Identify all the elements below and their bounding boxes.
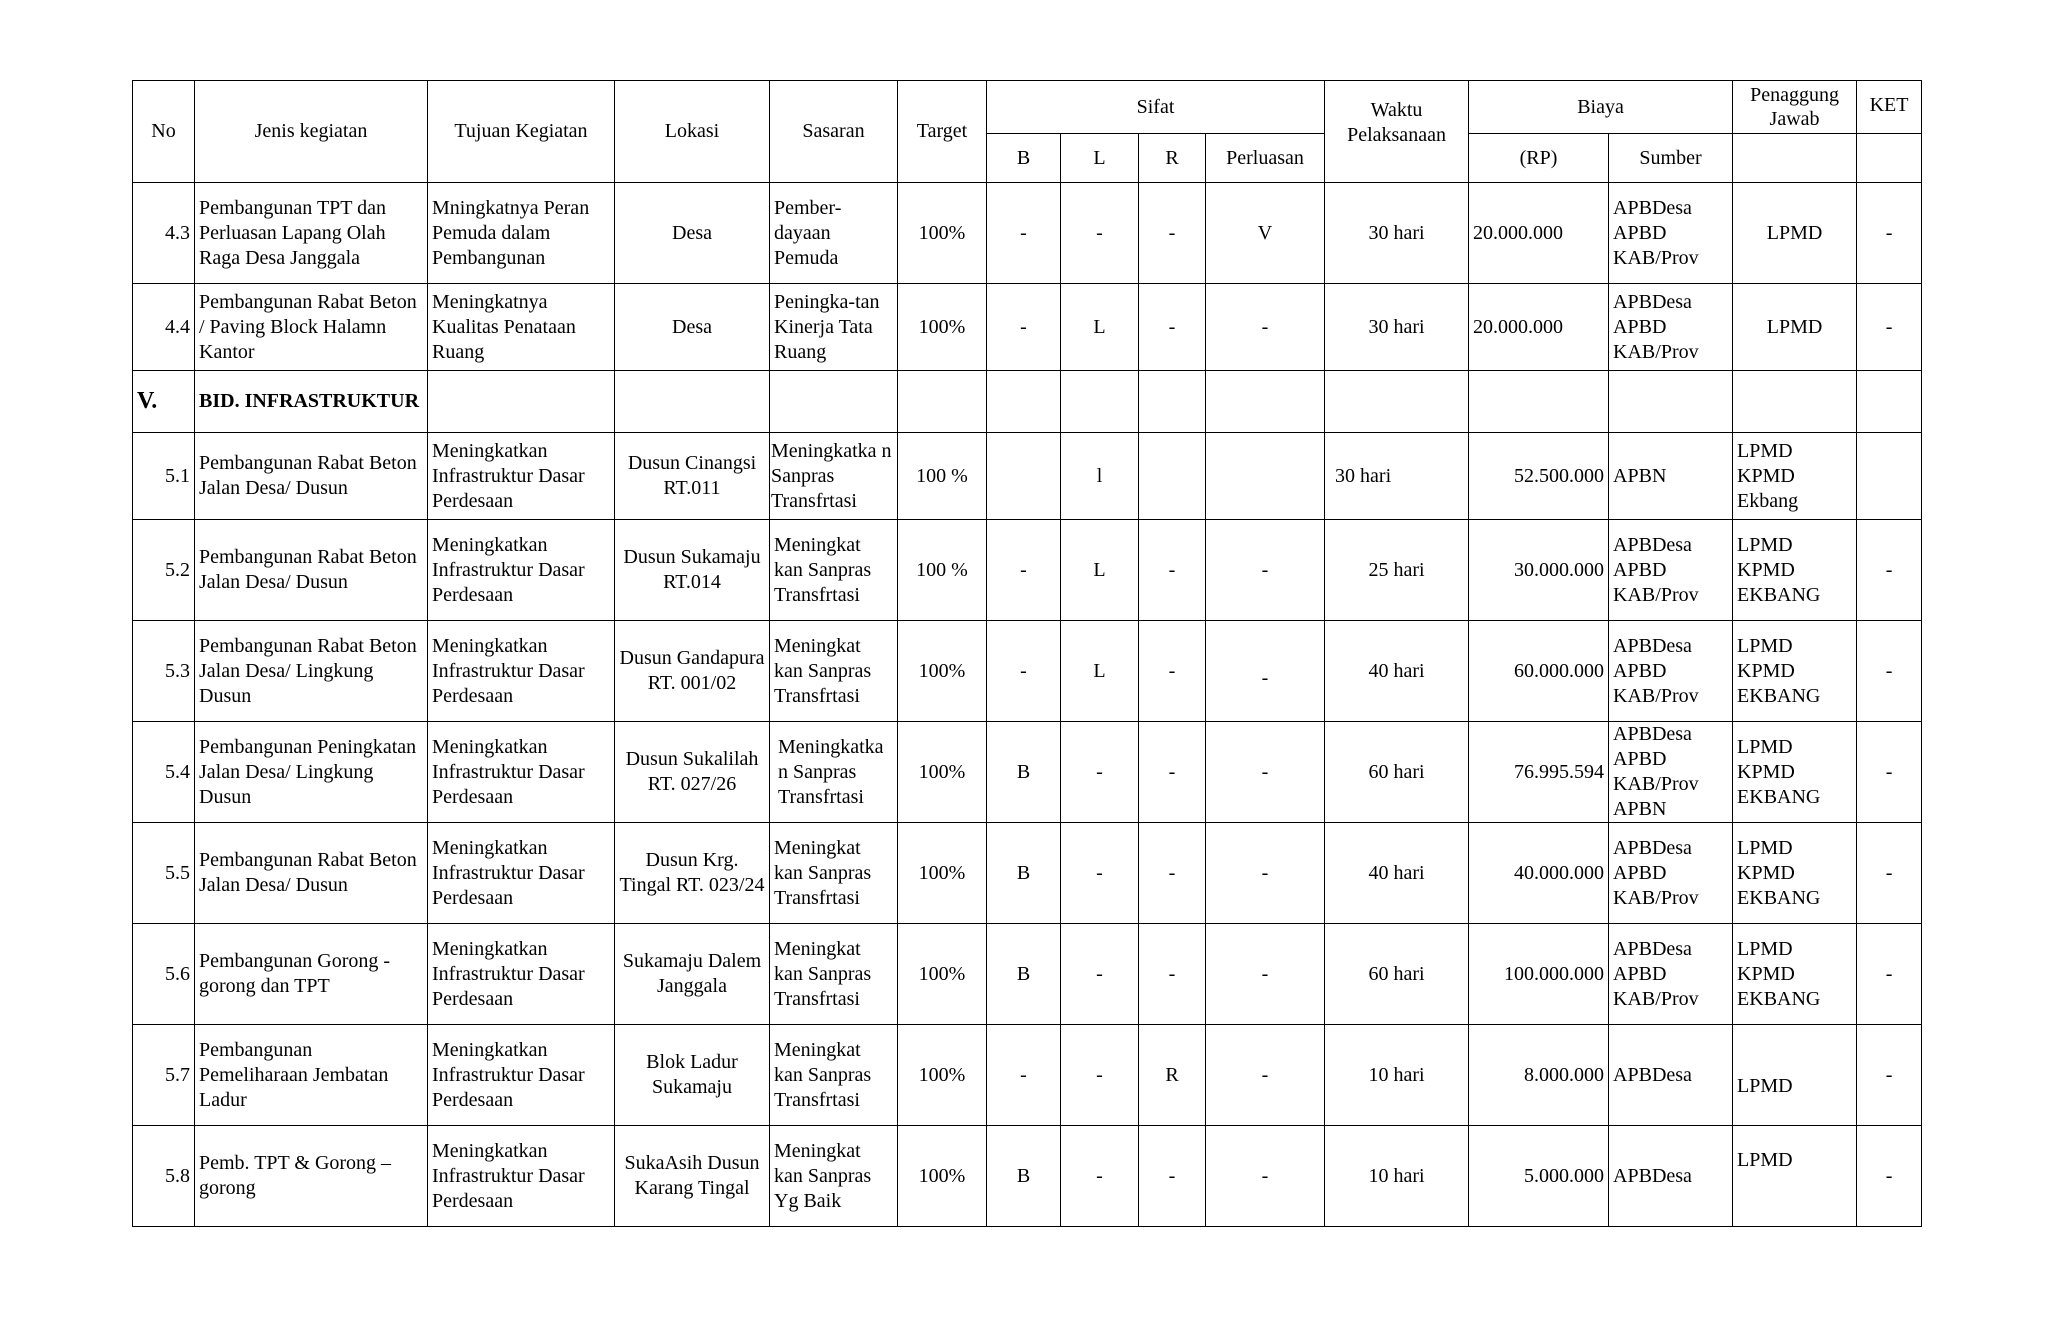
row-r: -: [1139, 284, 1206, 371]
row-sumber: APBDesa APBD KAB/Prov: [1609, 520, 1733, 621]
row-pj: LPMD KPMD EKBANG: [1733, 722, 1857, 823]
header-jenis: Jenis kegiatan: [195, 81, 428, 183]
table-row: [133, 284, 1922, 371]
row-b: B: [987, 823, 1061, 924]
empty-cell: [615, 371, 770, 433]
row-b: -: [987, 621, 1061, 722]
row-no: 4.3: [133, 183, 195, 284]
row-tujuan: Mningkatnya Peran Pemuda dalam Pembangunan: [428, 183, 615, 284]
row-r: -: [1139, 183, 1206, 284]
row-ket: -: [1857, 823, 1922, 924]
empty-cell: [1733, 371, 1857, 433]
row-b: -: [987, 284, 1061, 371]
row-no: 5.2: [133, 520, 195, 621]
row-pj: LPMD KPMD EKBANG: [1733, 520, 1857, 621]
row-jenis: Pembangunan Rabat Beton Jalan Desa/ Dusun: [195, 520, 428, 621]
row-r: -: [1139, 722, 1206, 823]
row-pj: LPMD: [1733, 183, 1857, 284]
row-b: -: [987, 1025, 1061, 1126]
row-jenis: Pembangunan Pemeliharaan Jembatan Ladur: [195, 1025, 428, 1126]
row-rp: 52.500.000: [1469, 433, 1609, 520]
row-l: -: [1061, 1025, 1139, 1126]
row-ket: -: [1857, 1126, 1922, 1227]
row-tujuan: Meningkatkan Infrastruktur Dasar Perdesaan: [428, 924, 615, 1025]
row-l: l: [1061, 433, 1139, 520]
row-waktu: 40 hari: [1325, 621, 1469, 722]
activity-table: [132, 80, 1922, 1227]
row-l: L: [1061, 284, 1139, 371]
header-lokasi: Lokasi: [615, 81, 770, 183]
row-target: 100%: [898, 1025, 987, 1126]
row-ket: -: [1857, 1025, 1922, 1126]
row-pj: LPMD: [1733, 1025, 1857, 1126]
row-target: 100%: [898, 1126, 987, 1227]
row-no: 5.7: [133, 1025, 195, 1126]
row-perluasan: -: [1206, 924, 1325, 1025]
row-waktu: 60 hari: [1325, 722, 1469, 823]
row-rp: 20.000.000: [1469, 183, 1609, 284]
row-rp: 5.000.000: [1469, 1126, 1609, 1227]
row-pj: LPMD: [1733, 284, 1857, 371]
row-perluasan: -: [1206, 1126, 1325, 1227]
row-target: 100%: [898, 621, 987, 722]
empty-cell: [770, 371, 898, 433]
row-b: B: [987, 1126, 1061, 1227]
row-target: 100%: [898, 924, 987, 1025]
row-sasaran: Meningkat kan Sanpras Transfrtasi: [770, 823, 898, 924]
empty-cell: [1857, 371, 1922, 433]
row-target: 100 %: [898, 520, 987, 621]
row-sumber: APBDesa APBD KAB/Prov: [1609, 284, 1733, 371]
empty-cell: [1061, 371, 1139, 433]
header-ket: KET: [1857, 81, 1922, 134]
row-l: -: [1061, 924, 1139, 1025]
row-l: L: [1061, 621, 1139, 722]
row-sasaran: Meningkat kan Sanpras Transfrtasi: [770, 520, 898, 621]
row-perluasan: -: [1206, 621, 1325, 722]
row-ket: -: [1857, 722, 1922, 823]
header-sifat-b: B: [987, 134, 1061, 183]
row-sumber: APBDesa APBD KAB/Prov: [1609, 621, 1733, 722]
row-rp: 40.000.000: [1469, 823, 1609, 924]
table-row: [133, 1025, 1922, 1126]
row-no: 5.5: [133, 823, 195, 924]
row-sumber: APBN: [1609, 433, 1733, 520]
row-no: 5.8: [133, 1126, 195, 1227]
empty-cell: [1469, 371, 1609, 433]
row-ket: -: [1857, 924, 1922, 1025]
row-l: L: [1061, 520, 1139, 621]
row-rp: 60.000.000: [1469, 621, 1609, 722]
row-target: 100%: [898, 183, 987, 284]
header-sifat-r: R: [1139, 134, 1206, 183]
header-biaya-sumber: Sumber: [1609, 134, 1733, 183]
table-row: [133, 183, 1922, 284]
row-tujuan: Meningkatkan Infrastruktur Dasar Perdesaan: [428, 722, 615, 823]
row-no: 5.4: [133, 722, 195, 823]
row-tujuan: Meningkatkan Infrastruktur Dasar Perdesaan: [428, 621, 615, 722]
header-penanggung: Penaggung Jawab: [1733, 81, 1857, 134]
row-tujuan: Meningkatkan Infrastruktur Dasar Perdesaan: [428, 1025, 615, 1126]
row-b: B: [987, 722, 1061, 823]
table-row: [133, 722, 1922, 823]
row-r: -: [1139, 621, 1206, 722]
row-pj: LPMD: [1733, 1126, 1857, 1227]
row-lokasi: SukaAsih Dusun Karang Tingal: [615, 1126, 770, 1227]
header-no: No: [133, 81, 195, 183]
row-lokasi: Sukamaju Dalem Janggala: [615, 924, 770, 1025]
section-title: BID. INFRASTRUKTUR: [195, 371, 428, 433]
row-no: 5.3: [133, 621, 195, 722]
row-jenis: Pembangunan Gorong - gorong dan TPT: [195, 924, 428, 1025]
row-r: [1139, 433, 1206, 520]
row-b: [987, 433, 1061, 520]
empty-cell: [428, 371, 615, 433]
row-sumber: APBDesa: [1609, 1025, 1733, 1126]
row-waktu: 25 hari: [1325, 520, 1469, 621]
row-waktu: 60 hari: [1325, 924, 1469, 1025]
row-perluasan: -: [1206, 722, 1325, 823]
row-ket: -: [1857, 183, 1922, 284]
empty-cell: [1139, 371, 1206, 433]
header-row-1: [133, 81, 1922, 134]
row-sumber: APBDesa APBD KAB/Prov: [1609, 183, 1733, 284]
table-row: [133, 924, 1922, 1025]
row-sasaran: Meningkat kan Sanpras Transfrtasi: [770, 621, 898, 722]
table-row: [133, 1126, 1922, 1227]
empty-cell: [1206, 371, 1325, 433]
row-lokasi: Blok Ladur Sukamaju: [615, 1025, 770, 1126]
row-tujuan: Meningkatkan Infrastruktur Dasar Perdesaan: [428, 1126, 615, 1227]
row-rp: 100.000.000: [1469, 924, 1609, 1025]
row-b: -: [987, 183, 1061, 284]
row-target: 100%: [898, 284, 987, 371]
row-sasaran: Meningkatka n Sanpras Transfrtasi: [770, 722, 898, 823]
table-row: [133, 621, 1922, 722]
header-sifat: Sifat: [987, 81, 1325, 134]
row-sasaran: Meningkat kan Sanpras Yg Baik: [770, 1126, 898, 1227]
empty-cell: [898, 371, 987, 433]
row-b: -: [987, 520, 1061, 621]
row-l: -: [1061, 1126, 1139, 1227]
row-lokasi: Dusun Sukamaju RT.014: [615, 520, 770, 621]
row-pj: LPMD KPMD EKBANG: [1733, 621, 1857, 722]
row-r: -: [1139, 823, 1206, 924]
row-rp: 30.000.000: [1469, 520, 1609, 621]
row-jenis: Pembangunan TPT dan Perluasan Lapang Olah Raga Desa Janggala: [195, 183, 428, 284]
row-sumber: APBDesa APBD KAB/Prov: [1609, 823, 1733, 924]
row-sasaran: Pember-dayaan Pemuda: [770, 183, 898, 284]
table-row: [133, 823, 1922, 924]
header-sasaran: Sasaran: [770, 81, 898, 183]
empty-cell: [1609, 371, 1733, 433]
row-sumber: APBDesa APBD KAB/Prov APBN: [1609, 722, 1733, 823]
header-sifat-perluasan: Perluasan: [1206, 134, 1325, 183]
header-target: Target: [898, 81, 987, 183]
section-no: V.: [133, 371, 195, 433]
row-sumber: APBDesa: [1609, 1126, 1733, 1227]
section-row: [133, 371, 1922, 433]
row-tujuan: Meningkatkan Infrastruktur Dasar Perdesaan: [428, 823, 615, 924]
row-ket: -: [1857, 284, 1922, 371]
row-jenis: Pembangunan Rabat Beton Jalan Desa/ Dusun: [195, 823, 428, 924]
table-row: [133, 433, 1922, 520]
row-perluasan: [1206, 433, 1325, 520]
row-sasaran: Meningkat kan Sanpras Transfrtasi: [770, 924, 898, 1025]
row-l: -: [1061, 183, 1139, 284]
row-tujuan: Meningkatnya Kualitas Penataan Ruang: [428, 284, 615, 371]
row-waktu: 30 hari: [1325, 284, 1469, 371]
row-sumber: APBDesa APBD KAB/Prov: [1609, 924, 1733, 1025]
row-perluasan: V: [1206, 183, 1325, 284]
row-r: -: [1139, 1126, 1206, 1227]
row-pj: LPMD KPMD EKBANG: [1733, 823, 1857, 924]
row-perluasan: -: [1206, 284, 1325, 371]
row-ket: -: [1857, 621, 1922, 722]
row-rp: 76.995.594: [1469, 722, 1609, 823]
row-pj: LPMD KPMD EKBANG: [1733, 924, 1857, 1025]
row-r: -: [1139, 520, 1206, 621]
row-b: B: [987, 924, 1061, 1025]
row-lokasi: Desa: [615, 284, 770, 371]
row-waktu: 30 hari: [1325, 183, 1469, 284]
header-ket-blank: [1857, 134, 1922, 183]
row-lokasi: Dusun Krg. Tingal RT. 023/24: [615, 823, 770, 924]
row-no: 4.4: [133, 284, 195, 371]
row-rp: 20.000.000: [1469, 284, 1609, 371]
row-jenis: Pembangunan Rabat Beton Jalan Desa/ Dusun: [195, 433, 428, 520]
row-jenis: Pembangunan Rabat Beton / Paving Block Halamn Kantor: [195, 284, 428, 371]
table-row: [133, 520, 1922, 621]
row-sasaran: Meningkatka n Sanpras Transfrtasi: [770, 433, 898, 520]
header-biaya: Biaya: [1469, 81, 1733, 134]
row-l: -: [1061, 823, 1139, 924]
row-r: R: [1139, 1025, 1206, 1126]
row-target: 100 %: [898, 433, 987, 520]
row-waktu: 30 hari: [1325, 433, 1469, 520]
header-biaya-rp: (RP): [1469, 134, 1609, 183]
header-sifat-l: L: [1061, 134, 1139, 183]
row-l: -: [1061, 722, 1139, 823]
row-jenis: Pembangunan Rabat Beton Jalan Desa/ Lingkung Dusun: [195, 621, 428, 722]
row-ket: -: [1857, 520, 1922, 621]
row-jenis: Pembangunan Peningkatan Jalan Desa/ Lingkung Dusun: [195, 722, 428, 823]
header-penanggung-blank: [1733, 134, 1857, 183]
row-perluasan: -: [1206, 520, 1325, 621]
row-lokasi: Desa: [615, 183, 770, 284]
empty-cell: [987, 371, 1061, 433]
header-tujuan: Tujuan Kegiatan: [428, 81, 615, 183]
row-rp: 8.000.000: [1469, 1025, 1609, 1126]
row-lokasi: Dusun Cinangsi RT.011: [615, 433, 770, 520]
row-waktu: 40 hari: [1325, 823, 1469, 924]
row-perluasan: -: [1206, 823, 1325, 924]
row-jenis: Pemb. TPT & Gorong – gorong: [195, 1126, 428, 1227]
row-target: 100%: [898, 722, 987, 823]
row-lokasi: Dusun Gandapura RT. 001/02: [615, 621, 770, 722]
row-sasaran: Meningkat kan Sanpras Transfrtasi: [770, 1025, 898, 1126]
row-tujuan: Meningkatkan Infrastruktur Dasar Perdesaan: [428, 520, 615, 621]
row-lokasi: Dusun Sukalilah RT. 027/26: [615, 722, 770, 823]
row-no: 5.1: [133, 433, 195, 520]
row-ket: [1857, 433, 1922, 520]
row-target: 100%: [898, 823, 987, 924]
header-waktu: Waktu Pelaksanaan: [1325, 81, 1469, 183]
row-r: -: [1139, 924, 1206, 1025]
row-waktu: 10 hari: [1325, 1126, 1469, 1227]
row-pj: LPMD KPMD Ekbang: [1733, 433, 1857, 520]
empty-cell: [1325, 371, 1469, 433]
row-waktu: 10 hari: [1325, 1025, 1469, 1126]
row-sasaran: Peningka-tan Kinerja Tata Ruang: [770, 284, 898, 371]
row-perluasan: -: [1206, 1025, 1325, 1126]
row-no: 5.6: [133, 924, 195, 1025]
row-tujuan: Meningkatkan Infrastruktur Dasar Perdesaan: [428, 433, 615, 520]
